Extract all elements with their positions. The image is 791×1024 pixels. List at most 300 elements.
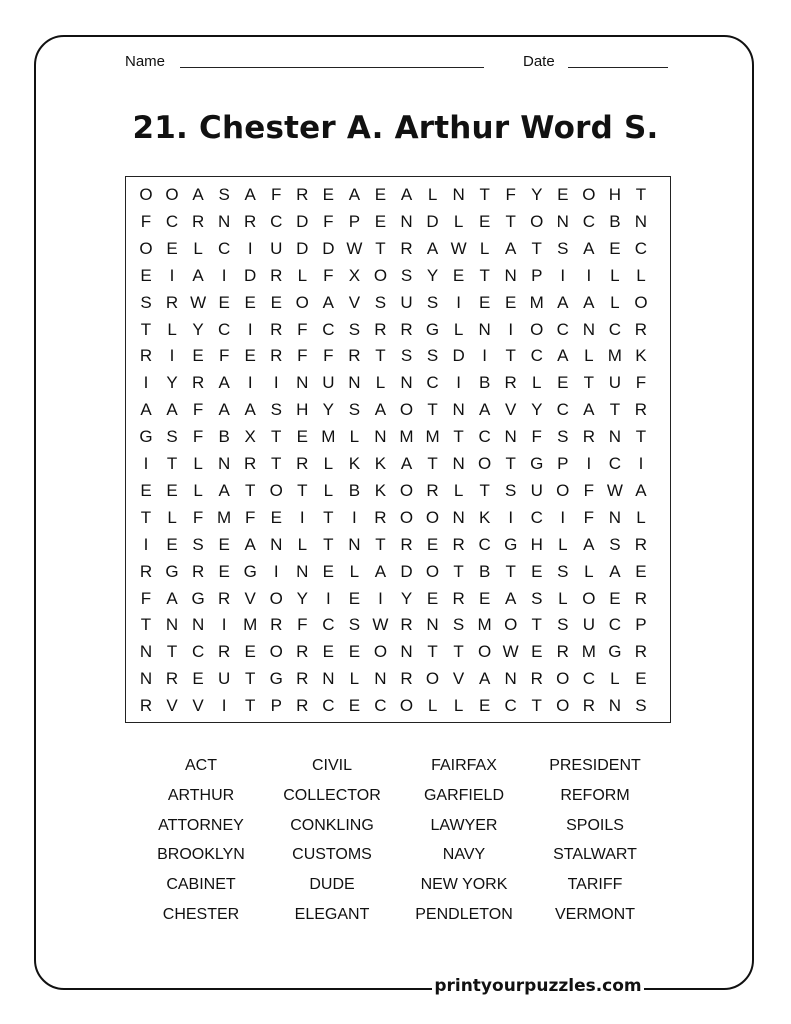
grid-letter[interactable]: C: [556, 400, 569, 420]
grid-letter[interactable]: M: [399, 427, 414, 447]
grid-letter[interactable]: O: [556, 696, 570, 716]
grid-letter[interactable]: T: [140, 319, 152, 339]
grid-letter[interactable]: E: [478, 211, 491, 231]
grid-letter[interactable]: T: [375, 534, 386, 554]
grid-letter[interactable]: O: [139, 238, 153, 258]
grid-letter[interactable]: L: [610, 669, 620, 689]
grid-letter[interactable]: S: [505, 480, 517, 500]
grid-letter[interactable]: G: [504, 534, 518, 554]
grid-letter[interactable]: R: [634, 400, 648, 420]
grid-letter[interactable]: I: [143, 454, 149, 473]
grid-letter[interactable]: I: [221, 265, 227, 285]
grid-letter[interactable]: S: [452, 615, 465, 635]
grid-letter[interactable]: P: [557, 454, 569, 473]
grid-letter[interactable]: E: [348, 642, 361, 662]
grid-letter[interactable]: O: [269, 480, 283, 500]
grid-letter[interactable]: R: [634, 534, 648, 554]
grid-letter[interactable]: L: [584, 561, 594, 581]
grid-letter[interactable]: E: [348, 696, 361, 716]
grid-letter[interactable]: U: [322, 373, 335, 393]
grid-letter[interactable]: S: [635, 696, 647, 716]
grid-letter[interactable]: N: [504, 265, 517, 285]
grid-letter[interactable]: T: [427, 400, 438, 420]
grid-letter[interactable]: W: [346, 238, 363, 258]
grid-letter[interactable]: N: [426, 615, 439, 635]
grid-letter[interactable]: A: [348, 185, 361, 204]
grid-letter[interactable]: W: [450, 238, 467, 258]
grid-letter[interactable]: R: [426, 480, 439, 500]
grid-letter[interactable]: C: [608, 454, 622, 473]
grid-letter[interactable]: E: [322, 642, 335, 662]
grid-letter[interactable]: F: [297, 615, 308, 635]
grid-letter[interactable]: R: [139, 561, 153, 581]
grid-letter[interactable]: E: [244, 346, 256, 366]
grid-letter[interactable]: P: [635, 615, 647, 635]
grid-letter[interactable]: N: [348, 534, 361, 554]
grid-letter[interactable]: L: [453, 696, 464, 716]
grid-letter[interactable]: E: [322, 561, 335, 581]
grid-letter[interactable]: N: [191, 615, 205, 635]
grid-letter[interactable]: M: [217, 507, 232, 527]
grid-letter[interactable]: A: [583, 292, 595, 312]
grid-letter[interactable]: C: [191, 642, 205, 662]
grid-letter[interactable]: A: [583, 400, 595, 420]
grid-letter[interactable]: O: [530, 211, 544, 231]
grid-letter[interactable]: E: [478, 696, 491, 716]
grid-letter[interactable]: F: [140, 588, 152, 608]
grid-letter[interactable]: E: [609, 588, 621, 608]
grid-letter[interactable]: O: [556, 669, 570, 689]
grid-letter[interactable]: S: [400, 265, 413, 285]
grid-letter[interactable]: T: [297, 480, 308, 500]
grid-letter[interactable]: D: [452, 346, 465, 366]
grid-letter[interactable]: O: [139, 185, 153, 204]
grid-letter[interactable]: L: [636, 507, 646, 527]
grid-letter[interactable]: O: [269, 588, 283, 608]
grid-letter[interactable]: G: [243, 561, 257, 581]
grid-letter[interactable]: K: [348, 454, 361, 473]
grid-letter[interactable]: A: [374, 561, 387, 581]
grid-letter[interactable]: O: [373, 642, 388, 662]
grid-letter[interactable]: S: [166, 427, 178, 447]
grid-letter[interactable]: V: [505, 400, 517, 420]
grid-letter[interactable]: N: [218, 454, 231, 473]
grid-letter[interactable]: T: [453, 642, 464, 662]
grid-letter[interactable]: O: [556, 480, 570, 500]
grid-letter[interactable]: E: [322, 185, 335, 204]
grid-letter[interactable]: C: [582, 669, 595, 689]
grid-letter[interactable]: S: [348, 319, 361, 339]
grid-letter[interactable]: E: [531, 642, 543, 662]
grid-letter[interactable]: C: [374, 696, 387, 716]
grid-letter[interactable]: L: [610, 265, 620, 285]
grid-letter[interactable]: I: [586, 454, 592, 473]
grid-letter[interactable]: M: [243, 615, 258, 635]
grid-letter[interactable]: I: [560, 507, 566, 527]
grid-letter[interactable]: X: [348, 265, 361, 285]
grid-letter[interactable]: R: [400, 669, 413, 689]
grid-letter[interactable]: H: [530, 534, 543, 554]
grid-letter[interactable]: F: [583, 480, 595, 500]
grid-letter[interactable]: O: [399, 507, 414, 527]
grid-letter[interactable]: B: [348, 480, 361, 500]
grid-letter[interactable]: D: [426, 211, 439, 231]
grid-letter[interactable]: L: [349, 427, 360, 447]
grid-letter[interactable]: L: [558, 588, 568, 608]
grid-letter[interactable]: E: [374, 185, 387, 204]
grid-letter[interactable]: G: [608, 642, 622, 662]
grid-letter[interactable]: I: [273, 561, 279, 581]
grid-letter[interactable]: F: [323, 265, 334, 285]
grid-letter[interactable]: T: [323, 507, 334, 527]
grid-letter[interactable]: O: [399, 400, 414, 420]
grid-letter[interactable]: T: [635, 427, 647, 447]
grid-letter[interactable]: I: [508, 319, 514, 339]
grid-letter[interactable]: C: [608, 615, 622, 635]
grid-letter[interactable]: F: [583, 507, 595, 527]
grid-letter[interactable]: N: [608, 507, 622, 527]
grid-letter[interactable]: N: [218, 211, 231, 231]
grid-letter[interactable]: T: [166, 642, 178, 662]
grid-letter[interactable]: L: [558, 534, 568, 554]
grid-letter[interactable]: H: [608, 185, 622, 204]
grid-letter[interactable]: Y: [531, 185, 543, 204]
grid-letter[interactable]: W: [190, 292, 207, 312]
grid-letter[interactable]: C: [634, 238, 648, 258]
grid-letter[interactable]: R: [165, 292, 179, 312]
grid-letter[interactable]: M: [321, 427, 336, 447]
grid-letter[interactable]: T: [505, 211, 516, 231]
grid-letter[interactable]: L: [167, 507, 177, 527]
grid-letter[interactable]: E: [426, 588, 439, 608]
grid-letter[interactable]: R: [244, 211, 257, 231]
grid-letter[interactable]: A: [192, 185, 204, 204]
grid-letter[interactable]: E: [478, 292, 491, 312]
grid-letter[interactable]: W: [372, 615, 389, 635]
grid-letter[interactable]: F: [271, 185, 282, 204]
grid-letter[interactable]: O: [425, 507, 440, 527]
grid-letter[interactable]: U: [400, 292, 413, 312]
grid-letter[interactable]: C: [322, 615, 335, 635]
grid-letter[interactable]: O: [399, 480, 414, 500]
grid-letter[interactable]: I: [456, 373, 461, 393]
grid-letter[interactable]: Y: [400, 588, 413, 608]
grid-letter[interactable]: F: [192, 400, 204, 420]
grid-letter[interactable]: A: [478, 669, 491, 689]
grid-letter[interactable]: T: [505, 561, 516, 581]
grid-letter[interactable]: E: [218, 292, 230, 312]
grid-letter[interactable]: A: [583, 534, 595, 554]
grid-letter[interactable]: E: [140, 265, 152, 285]
grid-letter[interactable]: T: [427, 642, 438, 662]
grid-letter[interactable]: Y: [192, 319, 204, 339]
grid-letter[interactable]: L: [636, 265, 646, 285]
grid-letter[interactable]: T: [479, 265, 490, 285]
grid-letter[interactable]: C: [530, 507, 543, 527]
grid-letter[interactable]: R: [270, 265, 283, 285]
grid-letter[interactable]: E: [192, 669, 204, 689]
grid-letter[interactable]: Y: [426, 265, 439, 285]
grid-letter[interactable]: L: [193, 480, 203, 500]
grid-letter[interactable]: I: [273, 373, 279, 393]
grid-letter[interactable]: F: [140, 211, 152, 231]
grid-letter[interactable]: R: [165, 669, 179, 689]
grid-letter[interactable]: G: [269, 669, 283, 689]
grid-letter[interactable]: D: [244, 265, 257, 285]
grid-letter[interactable]: T: [166, 454, 178, 473]
grid-letter[interactable]: F: [323, 346, 334, 366]
grid-letter[interactable]: L: [532, 373, 542, 393]
grid-letter[interactable]: E: [270, 292, 282, 312]
grid-letter[interactable]: O: [530, 319, 544, 339]
grid-letter[interactable]: E: [452, 265, 465, 285]
grid-letter[interactable]: F: [192, 427, 204, 447]
grid-letter[interactable]: E: [244, 642, 256, 662]
grid-letter[interactable]: E: [140, 480, 152, 500]
grid-letter[interactable]: N: [270, 534, 283, 554]
grid-letter[interactable]: M: [581, 642, 596, 662]
grid-letter[interactable]: I: [299, 507, 305, 527]
grid-letter[interactable]: E: [270, 507, 282, 527]
grid-letter[interactable]: E: [244, 292, 256, 312]
grid-letter[interactable]: H: [296, 400, 309, 420]
grid-letter[interactable]: N: [452, 400, 465, 420]
grid-letter[interactable]: U: [582, 615, 595, 635]
grid-letter[interactable]: K: [374, 480, 387, 500]
grid-letter[interactable]: L: [297, 265, 308, 285]
grid-letter[interactable]: N: [452, 185, 465, 204]
grid-letter[interactable]: N: [139, 669, 153, 689]
grid-letter[interactable]: N: [608, 696, 622, 716]
grid-letter[interactable]: T: [609, 400, 621, 420]
grid-letter[interactable]: N: [452, 454, 465, 473]
grid-letter[interactable]: A: [557, 346, 569, 366]
grid-letter[interactable]: I: [638, 454, 644, 473]
grid-letter[interactable]: L: [453, 211, 464, 231]
grid-letter[interactable]: E: [426, 534, 439, 554]
grid-letter[interactable]: C: [218, 319, 231, 339]
grid-letter[interactable]: T: [140, 507, 152, 527]
grid-letter[interactable]: A: [583, 238, 595, 258]
grid-letter[interactable]: C: [270, 211, 283, 231]
grid-letter[interactable]: N: [374, 427, 387, 447]
grid-letter[interactable]: R: [218, 588, 231, 608]
grid-letter[interactable]: S: [270, 400, 282, 420]
grid-letter[interactable]: O: [269, 642, 283, 662]
grid-letter[interactable]: I: [169, 346, 175, 366]
grid-letter[interactable]: N: [139, 642, 153, 662]
grid-letter[interactable]: R: [244, 454, 257, 473]
grid-letter[interactable]: V: [348, 292, 361, 312]
grid-letter[interactable]: L: [610, 292, 620, 312]
grid-letter[interactable]: A: [244, 534, 256, 554]
grid-letter[interactable]: F: [323, 211, 334, 231]
grid-letter[interactable]: U: [218, 669, 231, 689]
grid-letter[interactable]: L: [323, 480, 334, 500]
grid-letter[interactable]: S: [400, 346, 413, 366]
grid-letter[interactable]: Y: [322, 400, 335, 420]
grid-letter[interactable]: B: [218, 427, 230, 447]
grid-letter[interactable]: L: [453, 319, 464, 339]
grid-letter[interactable]: N: [582, 319, 595, 339]
grid-letter[interactable]: N: [348, 373, 361, 393]
grid-letter[interactable]: T: [505, 454, 516, 473]
grid-letter[interactable]: R: [296, 642, 309, 662]
grid-letter[interactable]: M: [425, 427, 440, 447]
grid-letter[interactable]: A: [505, 588, 517, 608]
grid-letter[interactable]: F: [635, 373, 647, 393]
grid-letter[interactable]: T: [505, 346, 516, 366]
grid-letter[interactable]: X: [244, 427, 256, 447]
grid-letter[interactable]: L: [193, 454, 203, 473]
grid-letter[interactable]: D: [400, 561, 413, 581]
grid-letter[interactable]: L: [323, 454, 334, 473]
grid-letter[interactable]: K: [374, 454, 387, 473]
grid-letter[interactable]: C: [322, 696, 335, 716]
grid-letter[interactable]: A: [322, 292, 335, 312]
grid-letter[interactable]: D: [296, 211, 309, 231]
grid-letter[interactable]: L: [193, 238, 203, 258]
grid-letter[interactable]: R: [452, 534, 465, 554]
grid-letter[interactable]: N: [374, 669, 387, 689]
grid-letter[interactable]: A: [426, 238, 439, 258]
grid-letter[interactable]: N: [608, 427, 622, 447]
grid-letter[interactable]: N: [452, 507, 465, 527]
grid-letter[interactable]: V: [192, 696, 204, 716]
grid-letter[interactable]: P: [531, 265, 543, 285]
grid-letter[interactable]: S: [374, 292, 387, 312]
grid-letter[interactable]: K: [635, 346, 647, 366]
grid-letter[interactable]: S: [609, 534, 621, 554]
grid-letter[interactable]: K: [478, 507, 491, 527]
grid-letter[interactable]: R: [270, 319, 283, 339]
grid-letter[interactable]: T: [531, 615, 542, 635]
grid-letter[interactable]: T: [271, 454, 282, 473]
grid-letter[interactable]: C: [218, 238, 231, 258]
grid-letter[interactable]: I: [352, 507, 357, 527]
grid-letter[interactable]: T: [244, 669, 256, 689]
grid-letter[interactable]: B: [478, 561, 491, 581]
grid-letter[interactable]: U: [608, 373, 622, 393]
grid-letter[interactable]: V: [244, 588, 256, 608]
grid-letter[interactable]: D: [322, 238, 335, 258]
grid-letter[interactable]: B: [609, 211, 621, 231]
grid-letter[interactable]: Y: [296, 588, 308, 608]
grid-letter[interactable]: E: [609, 238, 621, 258]
grid-letter[interactable]: R: [270, 346, 283, 366]
grid-letter[interactable]: A: [166, 588, 178, 608]
grid-letter[interactable]: T: [375, 238, 386, 258]
grid-letter[interactable]: Y: [166, 373, 178, 393]
grid-letter[interactable]: E: [635, 669, 647, 689]
grid-letter[interactable]: R: [400, 319, 413, 339]
grid-letter[interactable]: R: [634, 642, 648, 662]
grid-letter[interactable]: T: [453, 427, 464, 447]
grid-letter[interactable]: L: [427, 185, 438, 204]
grid-letter[interactable]: A: [244, 185, 256, 204]
grid-letter[interactable]: R: [139, 346, 153, 366]
grid-letter[interactable]: V: [166, 696, 178, 716]
grid-letter[interactable]: R: [400, 534, 413, 554]
grid-letter[interactable]: L: [479, 238, 490, 258]
grid-letter[interactable]: R: [452, 588, 465, 608]
grid-letter[interactable]: I: [586, 265, 592, 285]
grid-letter[interactable]: E: [166, 534, 178, 554]
grid-letter[interactable]: I: [325, 588, 331, 608]
grid-letter[interactable]: S: [192, 534, 204, 554]
grid-letter[interactable]: S: [557, 561, 569, 581]
grid-letter[interactable]: O: [165, 185, 179, 204]
grid-letter[interactable]: F: [531, 427, 542, 447]
grid-letter[interactable]: R: [348, 346, 361, 366]
grid-letter[interactable]: O: [504, 615, 518, 635]
grid-letter[interactable]: R: [191, 211, 205, 231]
grid-letter[interactable]: R: [296, 696, 309, 716]
date-blank[interactable]: [568, 67, 668, 68]
grid-letter[interactable]: T: [244, 696, 256, 716]
grid-letter[interactable]: A: [505, 238, 517, 258]
grid-letter[interactable]: C: [478, 534, 491, 554]
grid-letter[interactable]: M: [607, 346, 622, 366]
grid-letter[interactable]: R: [634, 319, 648, 339]
grid-letter[interactable]: T: [479, 480, 490, 500]
grid-letter[interactable]: O: [425, 669, 440, 689]
grid-letter[interactable]: T: [635, 185, 647, 204]
grid-letter[interactable]: A: [557, 292, 569, 312]
grid-letter[interactable]: T: [271, 427, 282, 447]
grid-letter[interactable]: E: [557, 185, 569, 204]
grid-letter[interactable]: E: [218, 561, 230, 581]
grid-letter[interactable]: P: [348, 211, 361, 231]
grid-letter[interactable]: V: [452, 669, 465, 689]
grid-letter[interactable]: N: [504, 669, 517, 689]
grid-letter[interactable]: A: [192, 265, 204, 285]
grid-letter[interactable]: A: [166, 400, 178, 420]
grid-letter[interactable]: I: [169, 265, 175, 285]
grid-letter[interactable]: S: [218, 185, 230, 204]
grid-letter[interactable]: G: [191, 588, 205, 608]
grid-letter[interactable]: T: [323, 534, 334, 554]
grid-letter[interactable]: T: [531, 696, 542, 716]
grid-letter[interactable]: S: [348, 615, 361, 635]
grid-letter[interactable]: E: [478, 588, 491, 608]
grid-letter[interactable]: F: [244, 507, 256, 527]
grid-letter[interactable]: R: [374, 507, 387, 527]
grid-letter[interactable]: A: [609, 561, 621, 581]
grid-letter[interactable]: R: [400, 238, 413, 258]
grid-letter[interactable]: L: [453, 480, 464, 500]
name-blank[interactable]: [180, 67, 484, 68]
grid-letter[interactable]: L: [167, 319, 177, 339]
grid-letter[interactable]: R: [634, 588, 648, 608]
grid-letter[interactable]: N: [400, 642, 413, 662]
grid-letter[interactable]: I: [378, 588, 383, 608]
grid-letter[interactable]: R: [270, 615, 283, 635]
grid-letter[interactable]: A: [400, 185, 413, 204]
grid-letter[interactable]: P: [270, 696, 282, 716]
grid-letter[interactable]: C: [504, 696, 517, 716]
grid-letter[interactable]: U: [270, 238, 283, 258]
grid-letter[interactable]: R: [191, 373, 205, 393]
grid-letter[interactable]: R: [374, 319, 387, 339]
grid-letter[interactable]: I: [247, 238, 253, 258]
grid-letter[interactable]: R: [400, 615, 413, 635]
grid-letter[interactable]: I: [247, 319, 253, 339]
grid-letter[interactable]: A: [218, 400, 230, 420]
grid-letter[interactable]: B: [478, 373, 491, 393]
grid-letter[interactable]: T: [140, 615, 152, 635]
grid-letter[interactable]: L: [375, 373, 386, 393]
